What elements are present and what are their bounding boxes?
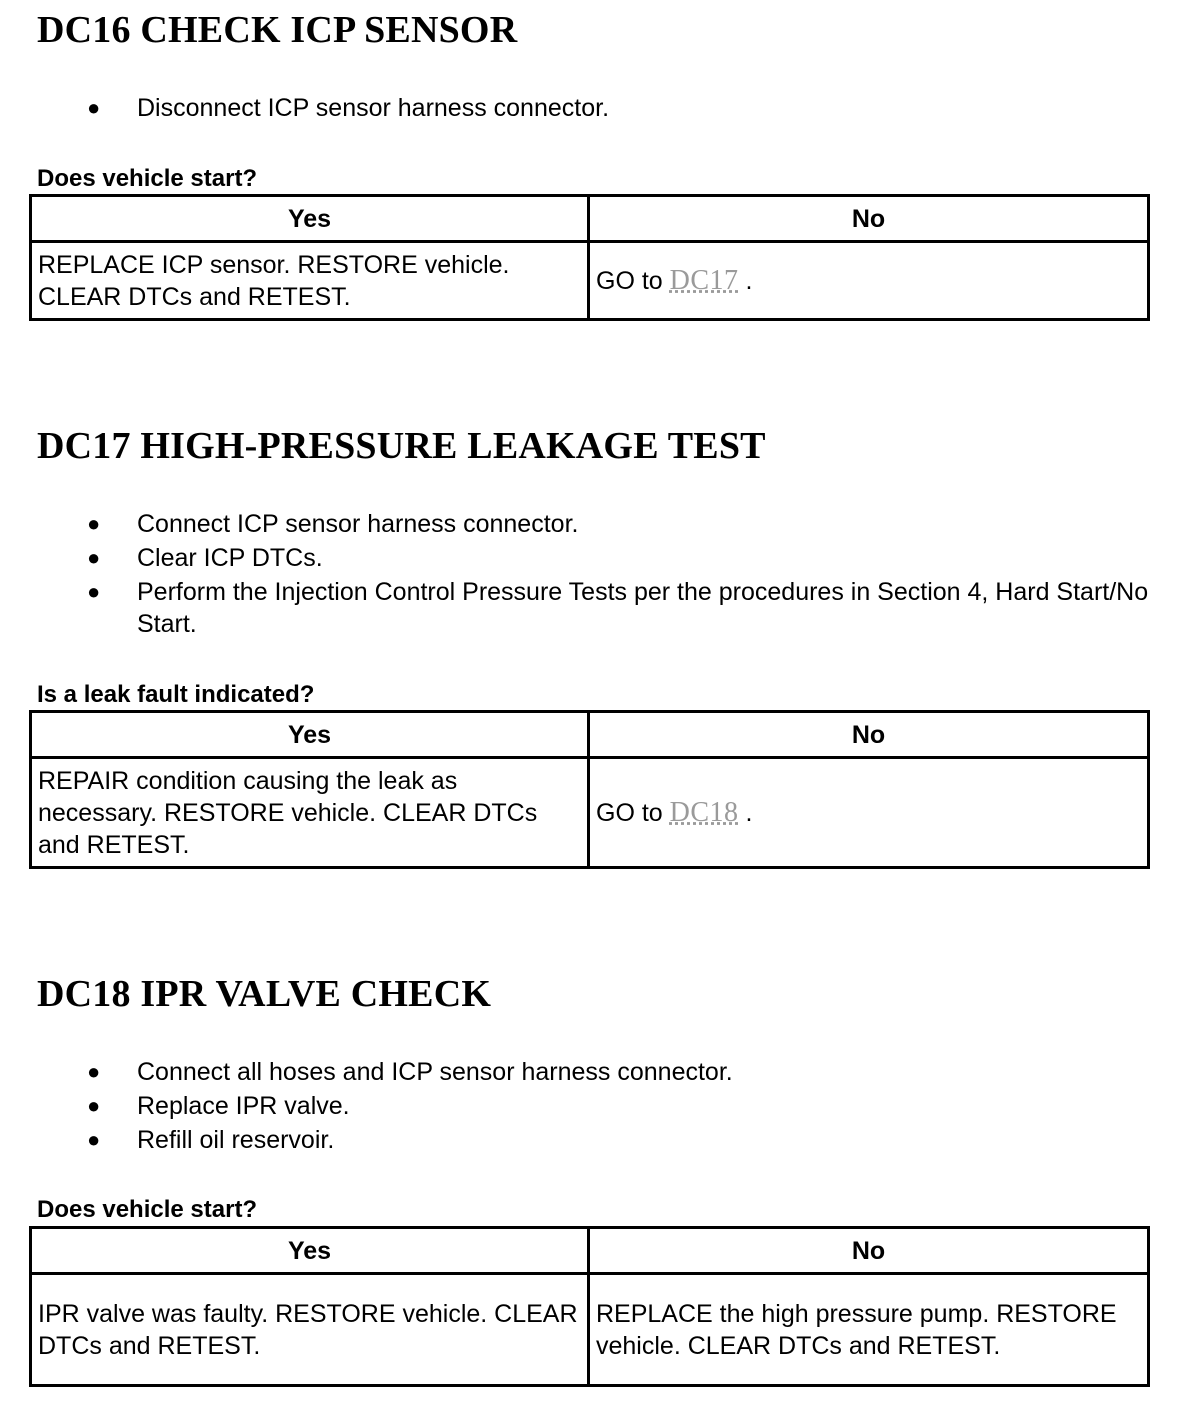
yes-cell: IPR valve was faulty. RESTORE vehicle. CLEAR DTCs and RETEST. (31, 1274, 589, 1386)
yes-cell: REPAIR condition causing the leak as necessary. RESTORE vehicle. CLEAR DTCs and RETEST. (31, 758, 589, 868)
list-item: ● Connect all hoses and ICP sensor harness connector. (87, 1058, 733, 1086)
goto-dc17-link[interactable]: DC17 (669, 264, 739, 296)
bullet-icon: ● (87, 511, 101, 536)
yes-header: Yes (31, 1228, 589, 1274)
yes-header: Yes (31, 196, 589, 242)
table-header-row (31, 1228, 1149, 1274)
section-title-dc18: DC18 IPR VALVE CHECK (37, 973, 492, 1015)
no-header: No (589, 196, 1149, 242)
list-item: ● Refill oil reservoir. (87, 1126, 335, 1154)
table-header-row (31, 712, 1149, 758)
no-header: No (589, 1228, 1149, 1274)
list-item: ● Replace IPR valve. (87, 1092, 350, 1120)
decision-table-dc16 (29, 194, 1150, 321)
goto-dc18-link[interactable]: DC18 (669, 796, 739, 828)
bullet-icon: ● (87, 1093, 101, 1118)
no-cell: GO to DC17 . (589, 242, 1149, 320)
decision-table-dc18 (29, 1226, 1150, 1387)
section-title-dc17: DC17 HIGH-PRESSURE LEAKAGE TEST (37, 425, 766, 467)
list-item: ● Connect ICP sensor harness connector. (87, 510, 579, 538)
bullet-icon: ● (87, 545, 101, 570)
list-item: ● Clear ICP DTCs. (87, 544, 323, 572)
table-row (31, 242, 1149, 320)
yes-header: Yes (31, 712, 589, 758)
list-item: ● Disconnect ICP sensor harness connector. (87, 94, 610, 122)
step-list-dc16 (0, 92, 1200, 126)
bullet-icon: ● (87, 95, 101, 120)
decision-table-dc17 (29, 710, 1150, 869)
no-cell: GO to DC18 . (589, 758, 1149, 868)
table-header-row (31, 196, 1149, 242)
section-title-dc16: DC16 CHECK ICP SENSOR (37, 9, 518, 51)
no-header: No (589, 712, 1149, 758)
bullet-icon: ● (87, 1127, 101, 1152)
question-dc16: Does vehicle start? (37, 165, 258, 192)
list-item: ● Perform the Injection Control Pressure Tests per the procedures in Section 4, Hard Start/No Start. (87, 578, 1149, 638)
table-row (31, 758, 1149, 868)
bullet-icon: ● (87, 1059, 101, 1084)
bullet-icon: ● (87, 579, 101, 604)
step-list-dc18 (0, 1056, 1200, 1158)
question-dc18: Does vehicle start? (37, 1196, 258, 1223)
step-list-dc17 (0, 508, 1200, 642)
no-cell: REPLACE the high pressure pump. RESTORE vehicle. CLEAR DTCs and RETEST. (589, 1274, 1149, 1386)
yes-cell: REPLACE ICP sensor. RESTORE vehicle. CLEAR DTCs and RETEST. (31, 242, 589, 320)
question-dc17: Is a leak fault indicated? (37, 681, 315, 708)
table-row (31, 1274, 1149, 1386)
